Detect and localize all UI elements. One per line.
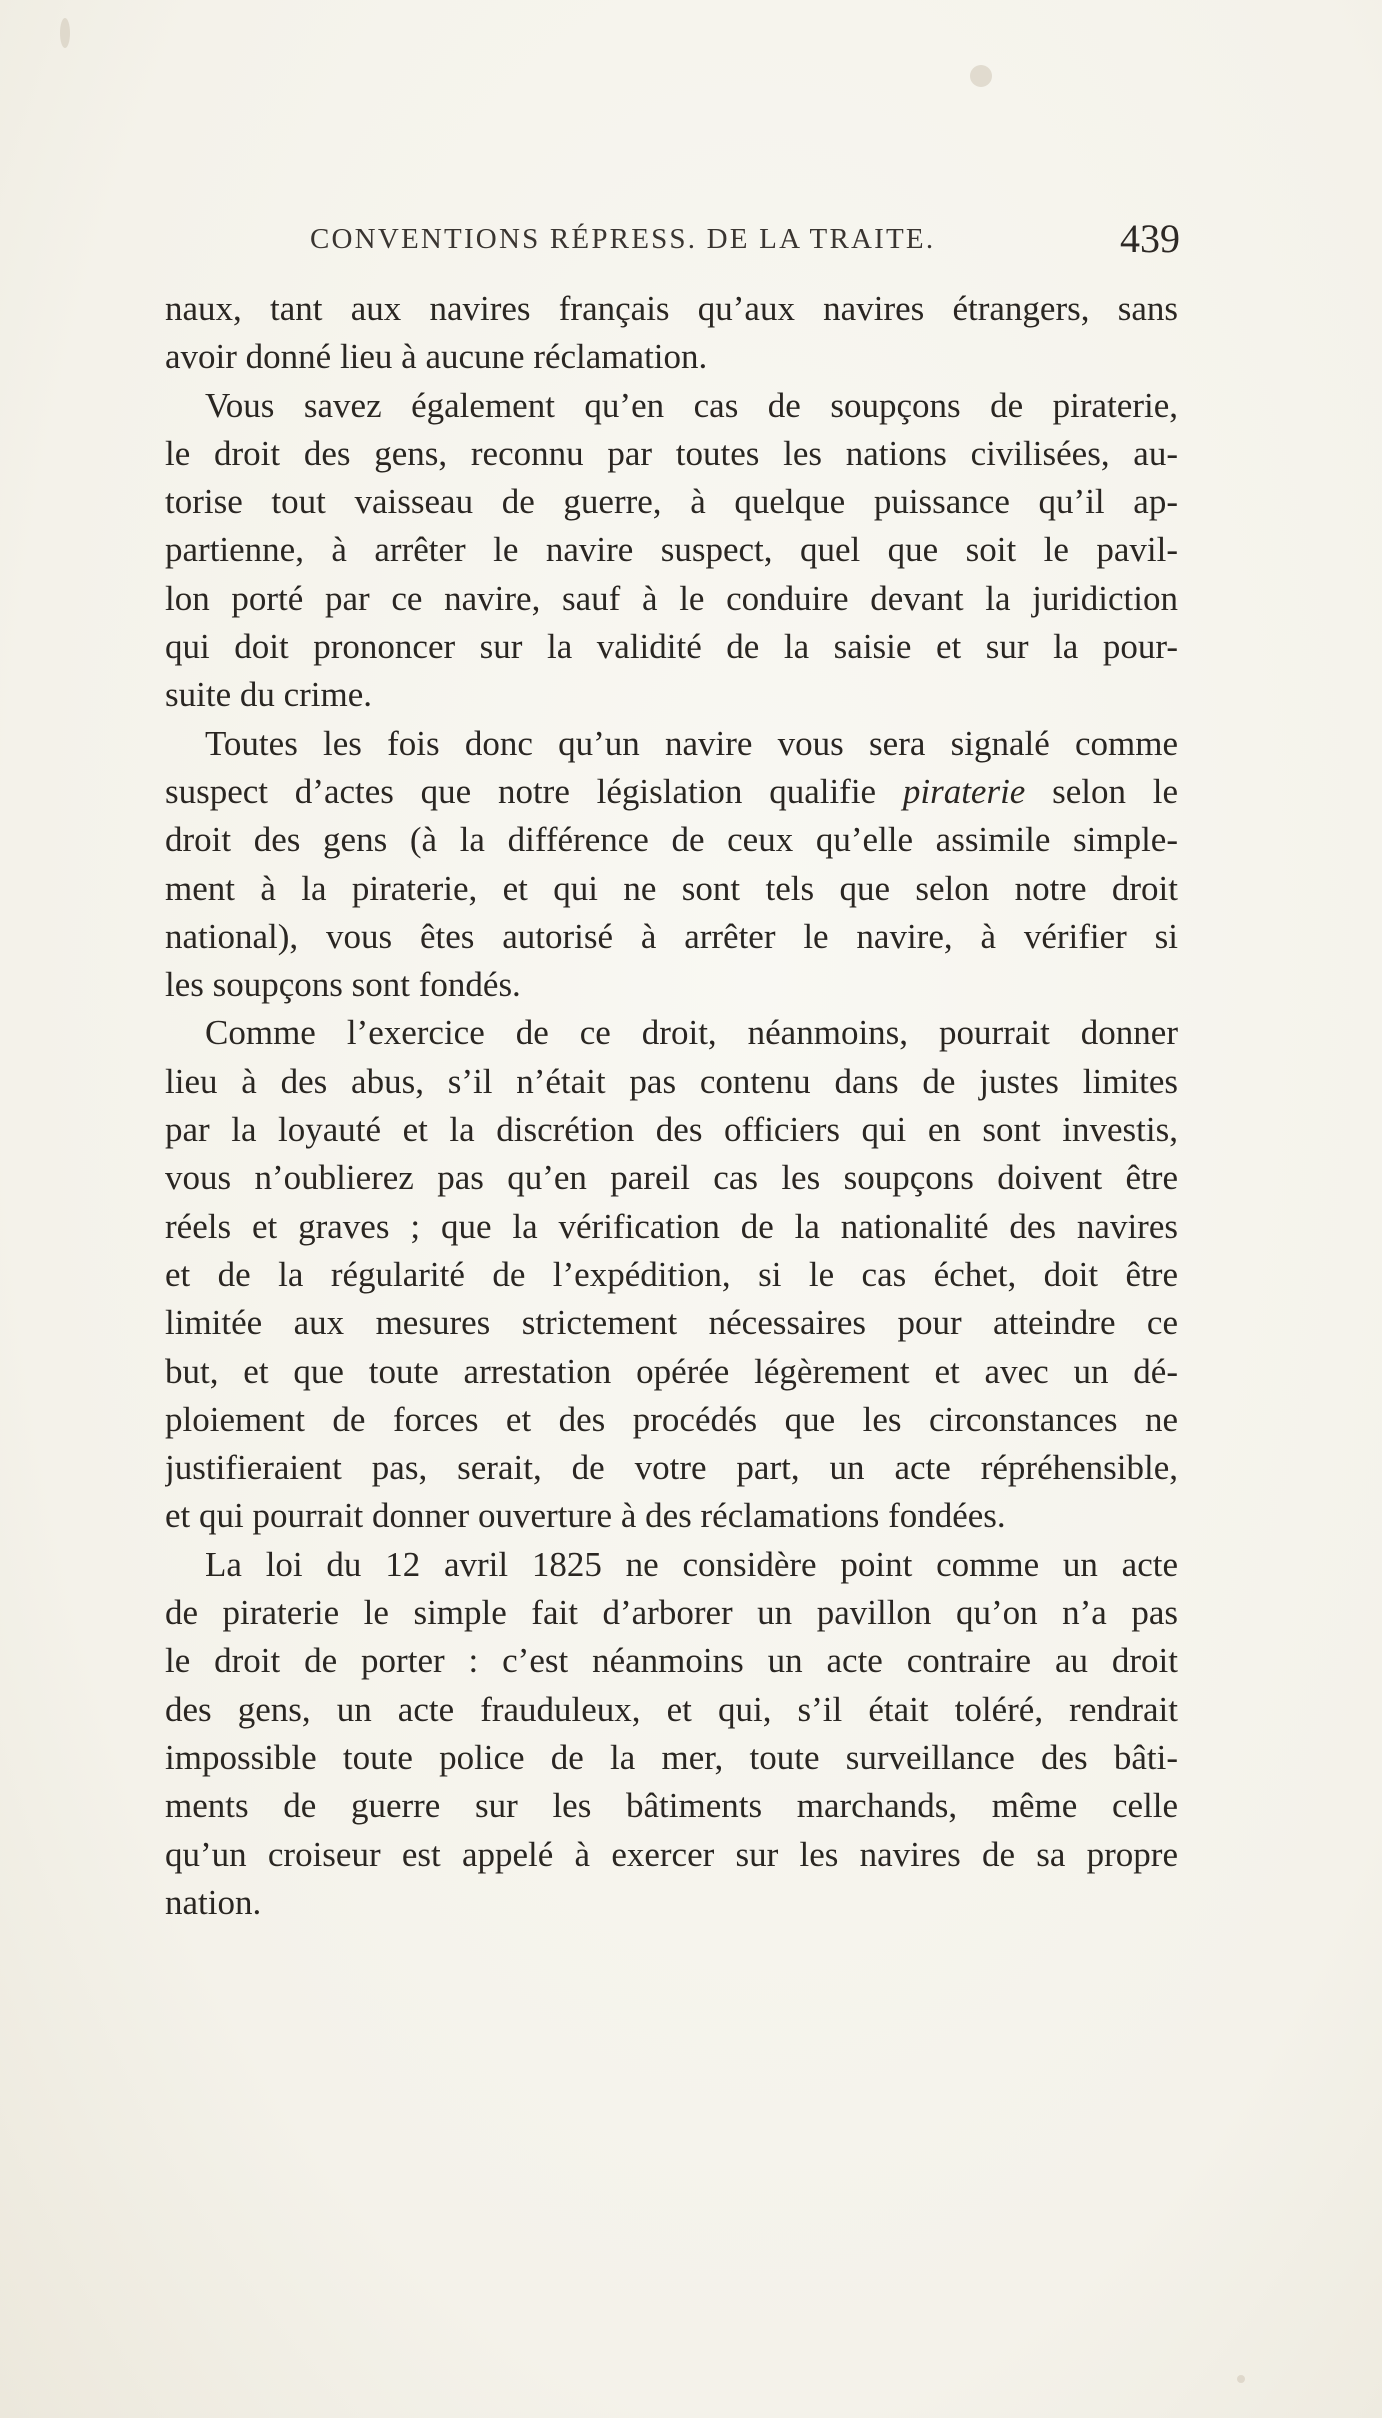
paper-speck (1237, 2375, 1245, 2383)
body-text (165, 285, 1178, 1927)
text-line: nation. (165, 1882, 262, 1922)
italic-term: piraterie (902, 771, 1026, 811)
page-number: 439 (1120, 216, 1180, 261)
text-segment: suspect d’actes que notre législation qualifie (165, 771, 877, 811)
text-line: les soupçons sont fondés. (165, 965, 521, 1005)
text-line: avoir donné lieu à aucune réclamation. (165, 337, 708, 377)
running-head (165, 215, 1180, 265)
text-line: ploiement de forces et des procédés que les circonstances ne (165, 1399, 1178, 1439)
text-line: Toutes les fois donc qu’un navire vous sera signalé comme (205, 723, 1178, 763)
paper-speck (60, 18, 70, 48)
text-line: de piraterie le simple fait d’arborer un pavillon qu’on n’a pas (165, 1593, 1178, 1633)
text-line: ments de guerre sur les bâtiments marchands, même celle (165, 1786, 1178, 1826)
text-line: ment à la piraterie, et qui ne sont tels que selon notre droit (165, 868, 1178, 908)
text-line: le droit de porter : c’est néanmoins un acte contraire au droit (165, 1641, 1178, 1681)
text-line: La loi du 12 avril 1825 ne considère point comme un acte (205, 1544, 1178, 1584)
running-title: CONVENTIONS RÉPRESS. DE LA TRAITE. (310, 223, 936, 255)
text-line: le droit des gens, reconnu par toutes les nations civilisées, au- (165, 433, 1178, 473)
text-line: qu’un croiseur est appelé à exercer sur les navires de sa propre (165, 1834, 1178, 1874)
text-line: droit des gens (à la différence de ceux qu’elle assimile simple- (165, 820, 1178, 860)
text-line: naux, tant aux navires français qu’aux navires étrangers, sans (165, 289, 1178, 328)
text-line: limitée aux mesures strictement nécessaires pour atteindre ce (165, 1303, 1178, 1343)
text-segment: selon le (1025, 771, 1178, 811)
text-line: justifieraient pas, serait, de votre part, un acte répréhensible, (165, 1448, 1178, 1488)
text-line: Vous savez également qu’en cas de soupçons de piraterie, (205, 385, 1178, 425)
text-line: partienne, à arrêter le navire suspect, quel que soit le pavil- (165, 530, 1178, 570)
text-line: impossible toute police de la mer, toute surveillance des bâti- (165, 1737, 1178, 1777)
text-line: vous n’oublierez pas qu’en pareil cas les soupçons doivent être (165, 1158, 1178, 1198)
text-line: national), vous êtes autorisé à arrêter le navire, à vérifier si (165, 916, 1178, 956)
text-line: réels et graves ; que la vérification de la nationalité des navires (165, 1206, 1178, 1246)
text-line: lon porté par ce navire, sauf à le conduire devant la juridiction (165, 578, 1178, 618)
text-line: suite du crime. (165, 675, 373, 715)
text-line (165, 768, 1178, 816)
text-line: lieu à des abus, s’il n’était pas contenu dans de justes limites (165, 1061, 1178, 1101)
text-line: qui doit prononcer sur la validité de la saisie et sur la pour- (165, 627, 1178, 667)
text-line: et qui pourrait donner ouverture à des réclamations fondées. (165, 1496, 1006, 1536)
text-line: par la loyauté et la discrétion des officiers qui en sont investis, (165, 1110, 1178, 1150)
text-line: des gens, un acte frauduleux, et qui, s’il était toléré, rendrait (165, 1689, 1178, 1729)
text-line: but, et que toute arrestation opérée légèrement et avec un dé- (165, 1351, 1178, 1391)
text-line: Comme l’exercice de ce droit, néanmoins, pourrait donner (205, 1013, 1178, 1053)
text-line: et de la régularité de l’expédition, si le cas échet, doit être (165, 1254, 1178, 1294)
paper-speck (970, 65, 992, 87)
text-line: torise tout vaisseau de guerre, à quelque puissance qu’il ap- (165, 482, 1178, 522)
